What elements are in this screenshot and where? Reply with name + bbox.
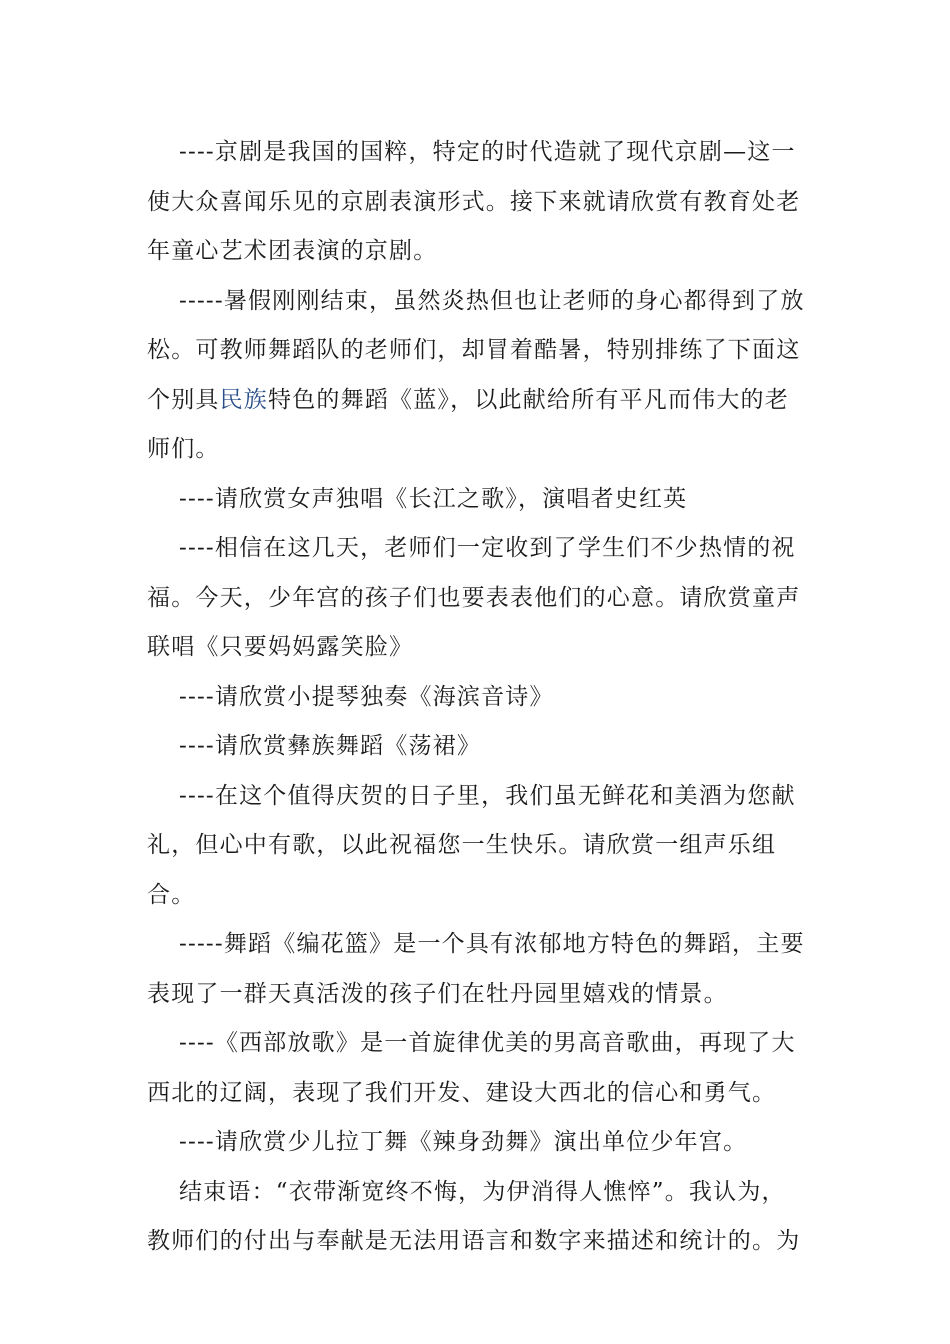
paragraph-vocal-group: ----在这个值得庆贺的日子里，我们虽无鲜花和美酒为您献礼，但心中有歌，以此祝福您一生快乐。请欣赏一组声乐组合。 xyxy=(147,782,796,908)
paragraph-yi-dance: ----请欣赏彝族舞蹈《荡裙》 xyxy=(179,733,482,759)
paragraph-female-solo: ----请欣赏女声独唱《长江之歌》，演唱者史红英 xyxy=(179,485,688,512)
paragraph-western-song: ----《西部放歌》是一首旋律优美的男高音歌曲，再现了大西北的辽阔，表现了我们开发、建设大西北的信心和勇气。 xyxy=(147,1030,796,1106)
paragraph-closing-remarks: 结束语：“衣带渐宽终不悔，为伊消得人憔悴”。我认为，教师们的付出与奉献是无法用语言和数字来描述和统计的。为 xyxy=(147,1178,801,1254)
paragraph-children-chorus: ----相信在这几天，老师们一定收到了学生们不少热情的祝福。今天，少年宫的孩子们也要表表他们的心意。请欣赏童声联唱《只要妈妈露笑脸》 xyxy=(147,535,801,660)
paragraph-flower-basket-dance: -----舞蹈《编花篮》是一个具有浓郁地方特色的舞蹈，主要表现了一群天真活泼的孩子们在牡丹园里嬉戏的情景。 xyxy=(147,931,805,1007)
paragraph-violin-solo: ----请欣赏小提琴独奏《海滨音诗》 xyxy=(179,683,554,710)
paragraph-text-before-link: -----暑假刚刚结束，虽然炎热但也让老师的身心都得到了放松。可教师舞蹈队的老师们，却冒着酷暑，特别排练了下面这个别具 xyxy=(147,287,805,413)
document-body xyxy=(147,128,807,1267)
ethnic-link[interactable]: 民族 xyxy=(219,386,269,413)
paragraph-text-after-link: 特色的舞蹈《蓝》，以此献给所有平凡而伟大的老师们。 xyxy=(147,386,789,462)
paragraph-teacher-dance xyxy=(147,277,807,475)
paragraph-peking-opera: ----京剧是我国的国粹，特定的时代造就了现代京剧—这一使大众喜闻乐见的京剧表演形式。接下来就请欣赏有教育处老年童心艺术团表演的京剧。 xyxy=(147,139,801,264)
paragraph-latin-dance: ----请欣赏少儿拉丁舞《辣身劲舞》演出单位少年宫。 xyxy=(179,1129,748,1155)
